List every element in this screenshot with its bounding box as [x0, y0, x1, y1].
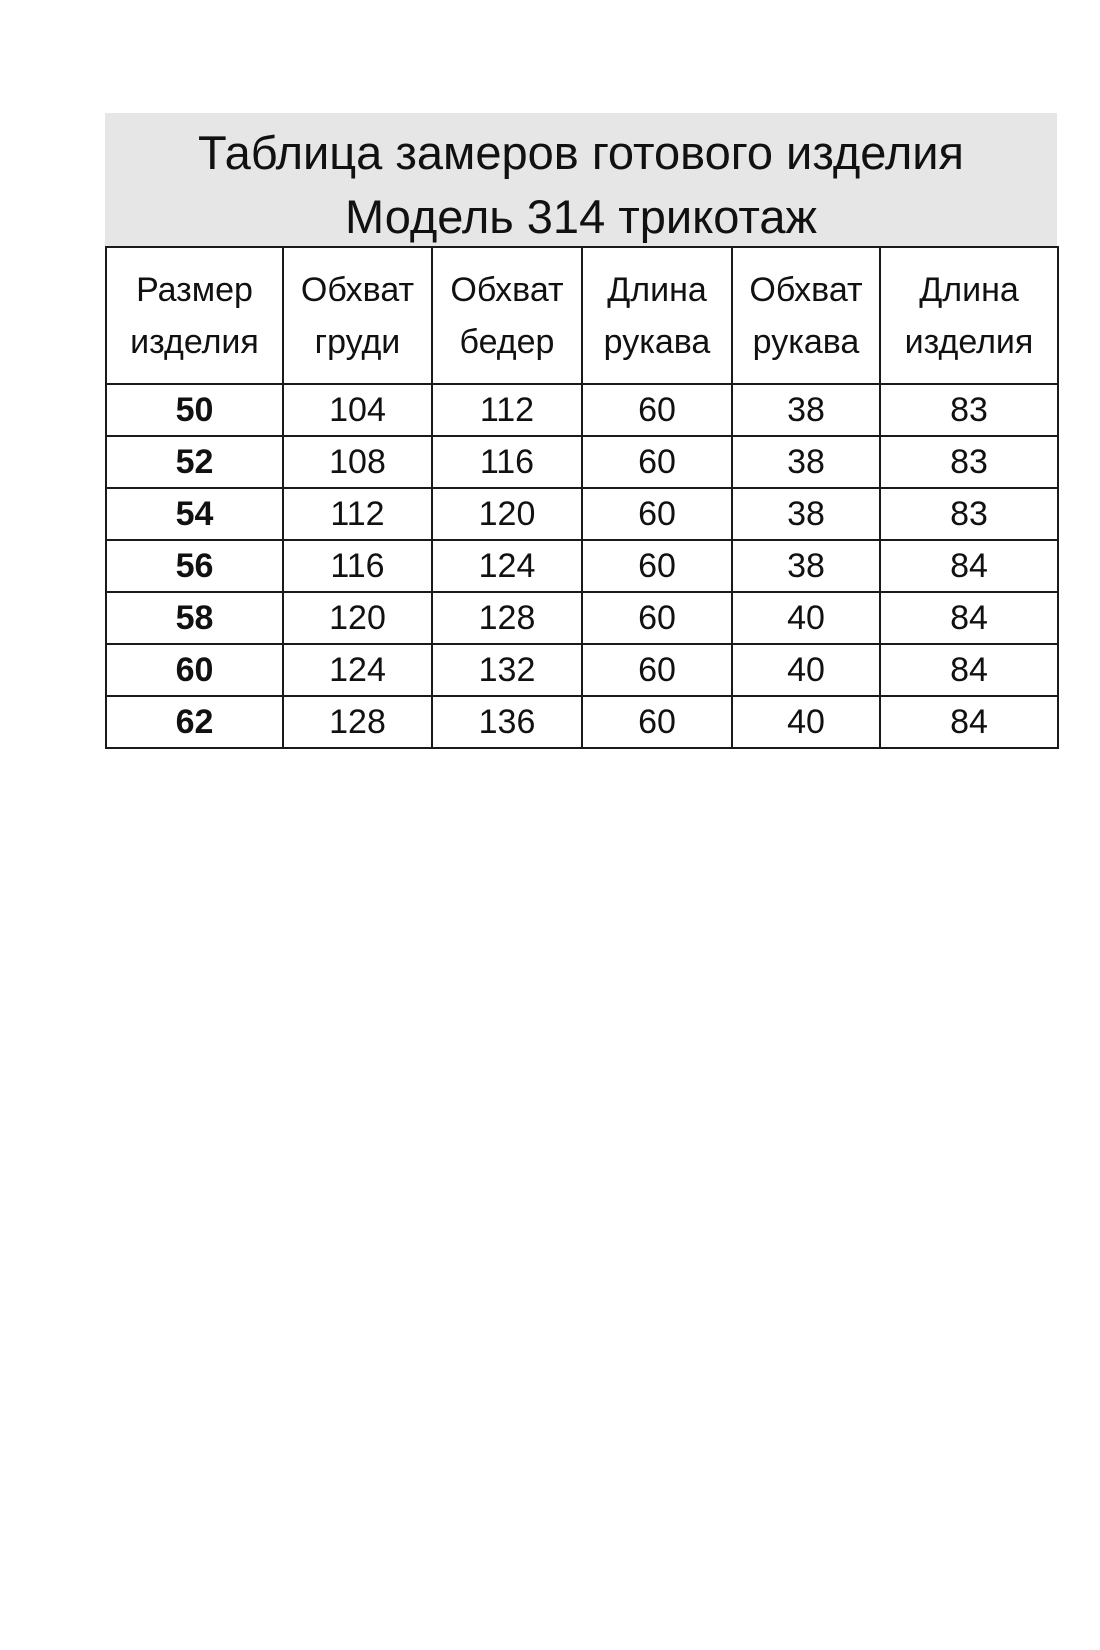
size-cell: 60 — [106, 644, 283, 696]
table-title: Таблица замеров готового изделия — [198, 126, 964, 179]
size-cell: 58 — [106, 592, 283, 644]
sleeve-length-cell: 60 — [582, 696, 732, 748]
table-row — [106, 488, 1058, 540]
garment-length-cell: 84 — [880, 592, 1058, 644]
sleeve-length-cell: 60 — [582, 488, 732, 540]
sleeve-girth-cell: 40 — [732, 644, 880, 696]
model-subtitle: Модель 314 трикотаж — [345, 190, 817, 243]
chest-cell: 108 — [283, 436, 432, 488]
size-cell: 50 — [106, 384, 283, 436]
table-row — [106, 696, 1058, 748]
table-row — [106, 436, 1058, 488]
garment-length-cell: 84 — [880, 540, 1058, 592]
column-header-hips — [432, 247, 582, 384]
column-header-line: груди — [314, 322, 401, 361]
hips-cell: 120 — [432, 488, 582, 540]
sleeve-girth-cell: 38 — [732, 540, 880, 592]
hips-cell: 136 — [432, 696, 582, 748]
size-cell: 54 — [106, 488, 283, 540]
column-header-sleeve-length — [582, 247, 732, 384]
header-row — [106, 247, 1058, 384]
column-header-size — [106, 247, 283, 384]
column-header-line: изделия — [904, 322, 1034, 361]
size-cell: 56 — [106, 540, 283, 592]
chest-cell: 116 — [283, 540, 432, 592]
garment-length-cell: 84 — [880, 696, 1058, 748]
hips-cell: 132 — [432, 644, 582, 696]
table-row — [106, 644, 1058, 696]
chest-cell: 120 — [283, 592, 432, 644]
table-row — [106, 540, 1058, 592]
sleeve-length-cell: 60 — [582, 540, 732, 592]
sleeve-girth-cell: 40 — [732, 592, 880, 644]
column-header-line: Длина — [607, 270, 707, 309]
title-block — [105, 113, 1057, 246]
column-header-line: изделия — [130, 322, 259, 361]
column-header-line: Обхват — [450, 270, 564, 309]
sleeve-girth-cell: 38 — [732, 384, 880, 436]
hips-cell: 116 — [432, 436, 582, 488]
hips-cell: 124 — [432, 540, 582, 592]
garment-length-cell: 83 — [880, 436, 1058, 488]
column-header-chest — [283, 247, 432, 384]
sleeve-length-cell: 60 — [582, 592, 732, 644]
column-header-line: Размер — [136, 270, 253, 309]
chest-cell: 124 — [283, 644, 432, 696]
sleeve-length-cell: 60 — [582, 384, 732, 436]
garment-length-cell: 84 — [880, 644, 1058, 696]
garment-length-cell: 83 — [880, 488, 1058, 540]
table-row — [106, 592, 1058, 644]
hips-cell: 128 — [432, 592, 582, 644]
column-header-line: рукава — [603, 322, 711, 361]
column-header-line: Обхват — [300, 270, 415, 309]
sleeve-girth-cell: 38 — [732, 436, 880, 488]
garment-length-cell: 83 — [880, 384, 1058, 436]
column-header-line: Длина — [919, 270, 1019, 309]
column-header-garment-length — [880, 247, 1058, 384]
column-header-sleeve-girth — [732, 247, 880, 384]
size-cell: 62 — [106, 696, 283, 748]
chest-cell: 128 — [283, 696, 432, 748]
column-header-line: бедер — [459, 322, 555, 361]
sleeve-girth-cell: 40 — [732, 696, 880, 748]
size-chart — [105, 113, 1057, 749]
column-header-line: рукава — [752, 322, 860, 361]
measurements-table — [105, 246, 1059, 749]
size-cell: 52 — [106, 436, 283, 488]
sleeve-length-cell: 60 — [582, 644, 732, 696]
column-header-line: Обхват — [749, 270, 863, 309]
chest-cell: 112 — [283, 488, 432, 540]
hips-cell: 112 — [432, 384, 582, 436]
sleeve-length-cell: 60 — [582, 436, 732, 488]
chest-cell: 104 — [283, 384, 432, 436]
sleeve-girth-cell: 38 — [732, 488, 880, 540]
table-row — [106, 384, 1058, 436]
